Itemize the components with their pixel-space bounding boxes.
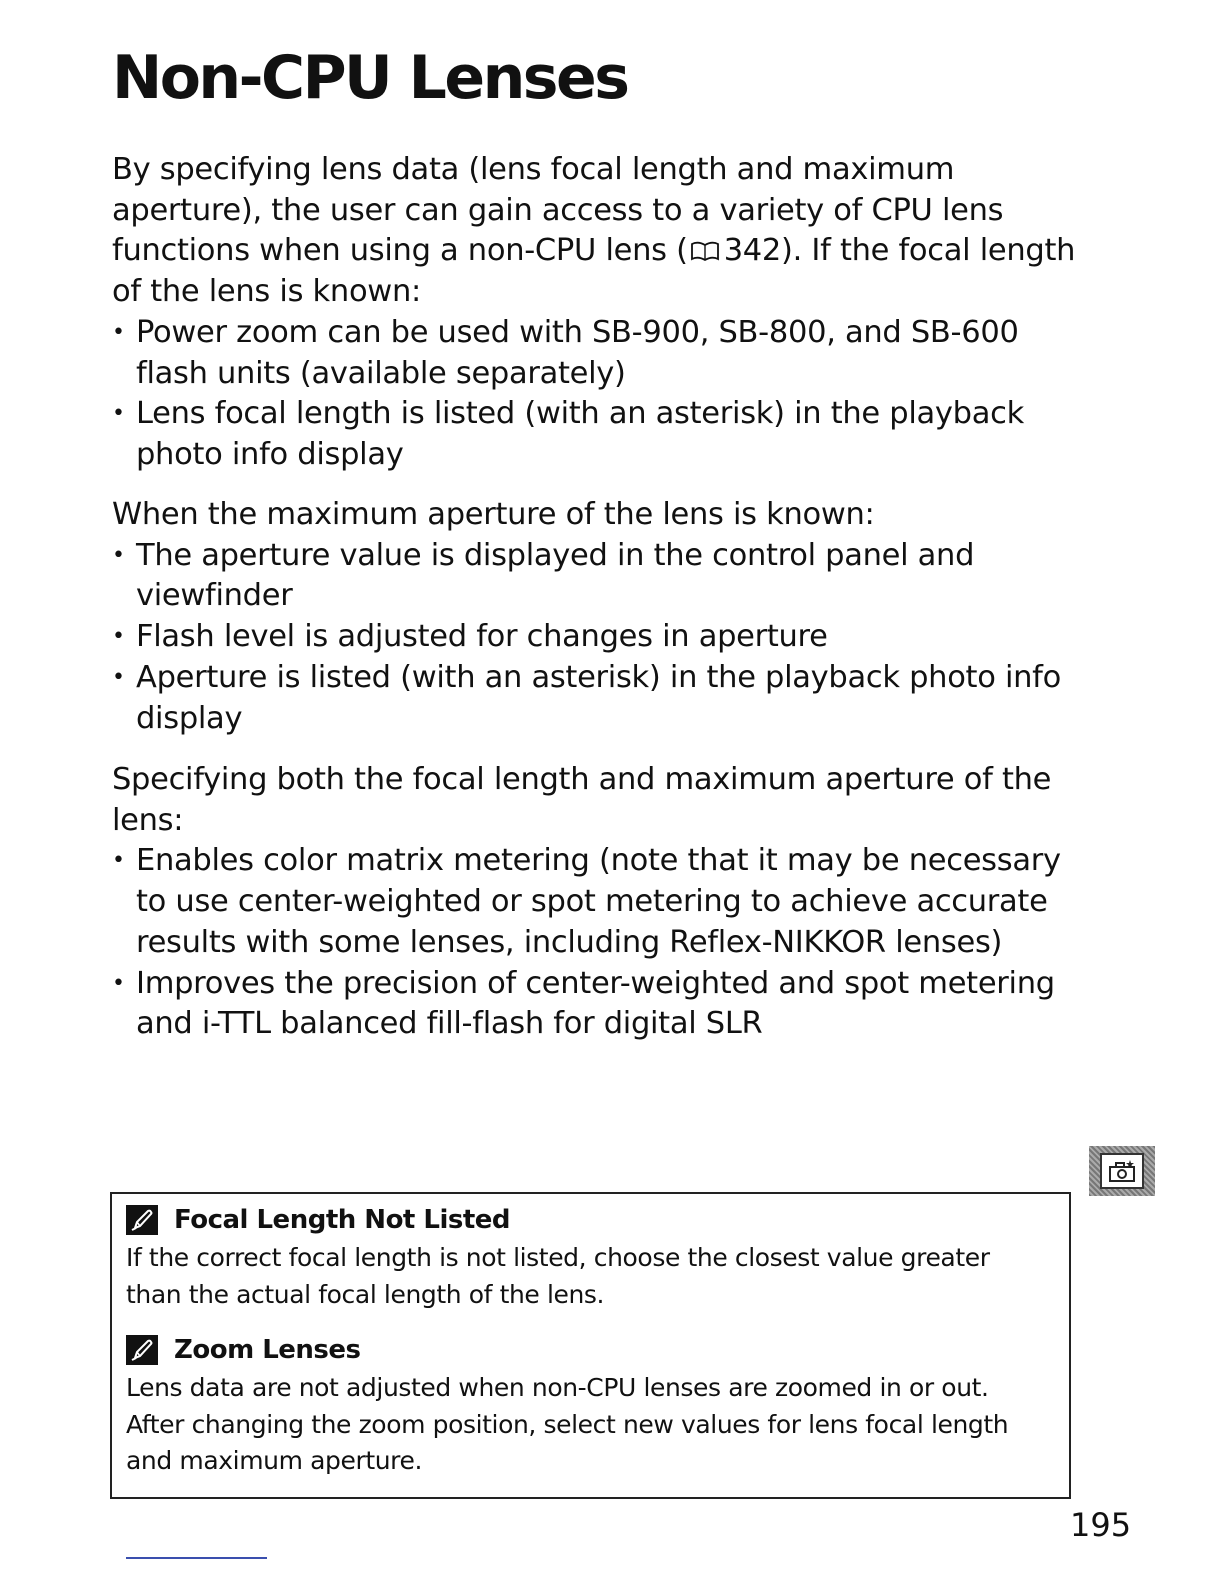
- list-item: • Aperture is listed (with an asterisk) in the playback photo info display: [112, 658, 1097, 739]
- list-item: • Enables color matrix metering (note that it may be necessary to use center-weighted or spot metering to achieve accurate results with some lenses, including Reflex-NIKKOR lenses): [112, 841, 1097, 963]
- intro-text-after-ref: ). If the focal length of the lens is known:: [112, 233, 1076, 310]
- section-tab-marker[interactable]: [1089, 1146, 1155, 1196]
- footer-divider: [126, 1557, 267, 1559]
- aperture-lead: When the maximum aperture of the lens is known:: [112, 497, 875, 532]
- both-lead: Specifying both the focal length and maximum aperture of the lens:: [112, 762, 1052, 838]
- both-section: [112, 760, 1097, 1045]
- intro-bullet-list: [112, 313, 1097, 476]
- note-focal-length: [126, 1200, 1051, 1313]
- both-bullet-list: [112, 841, 1097, 1045]
- note-text: Lens data are not adjusted when non-CPU lenses are zoomed in or out. After changing the zoom position, select new values for lens focal length and maximum aperture.: [126, 1373, 1009, 1475]
- intro-section: [112, 150, 1097, 476]
- list-item: • Improves the precision of center-weighted and spot metering and i-TTL balanced fill-flash for digital SLR: [112, 964, 1097, 1045]
- aperture-section: [112, 495, 1097, 739]
- camera-setup-icon: [1107, 1158, 1137, 1184]
- pencil-note-icon: [126, 1205, 158, 1235]
- tab-marker-frame: [1100, 1153, 1144, 1189]
- note-heading: [126, 1330, 1051, 1370]
- book-reference-icon: [690, 240, 720, 262]
- note-text: If the correct focal length is not listed, choose the closest value greater than the actual focal length of the lens.: [126, 1243, 990, 1309]
- page-title: Non-CPU Lenses: [112, 43, 628, 113]
- note-heading: [126, 1200, 1051, 1240]
- intro-paragraph: [112, 150, 1097, 313]
- list-item: • Lens focal length is listed (with an asterisk) in the playback photo info display: [112, 394, 1097, 475]
- page-number: 195: [1070, 1506, 1132, 1544]
- note-heading-text: Focal Length Not Listed: [174, 1205, 511, 1235]
- note-heading-text: Zoom Lenses: [174, 1335, 361, 1365]
- ref-page-number[interactable]: 342: [723, 233, 782, 269]
- list-item: • The aperture value is displayed in the control panel and viewfinder: [112, 536, 1097, 617]
- notes-box: [110, 1192, 1071, 1499]
- list-item: • Power zoom can be used with SB-900, SB-800, and SB-600 flash units (available separately): [112, 313, 1097, 394]
- pencil-note-icon: [126, 1335, 158, 1365]
- note-zoom-lenses: [126, 1330, 1051, 1480]
- list-item: • Flash level is adjusted for changes in aperture: [112, 617, 1097, 658]
- intro-text-before-ref: By specifying lens data (lens focal length and maximum aperture), the user can gain access to a variety of CPU lens functions when using a non-CPU lens (: [112, 152, 1004, 269]
- aperture-bullet-list: [112, 536, 1097, 740]
